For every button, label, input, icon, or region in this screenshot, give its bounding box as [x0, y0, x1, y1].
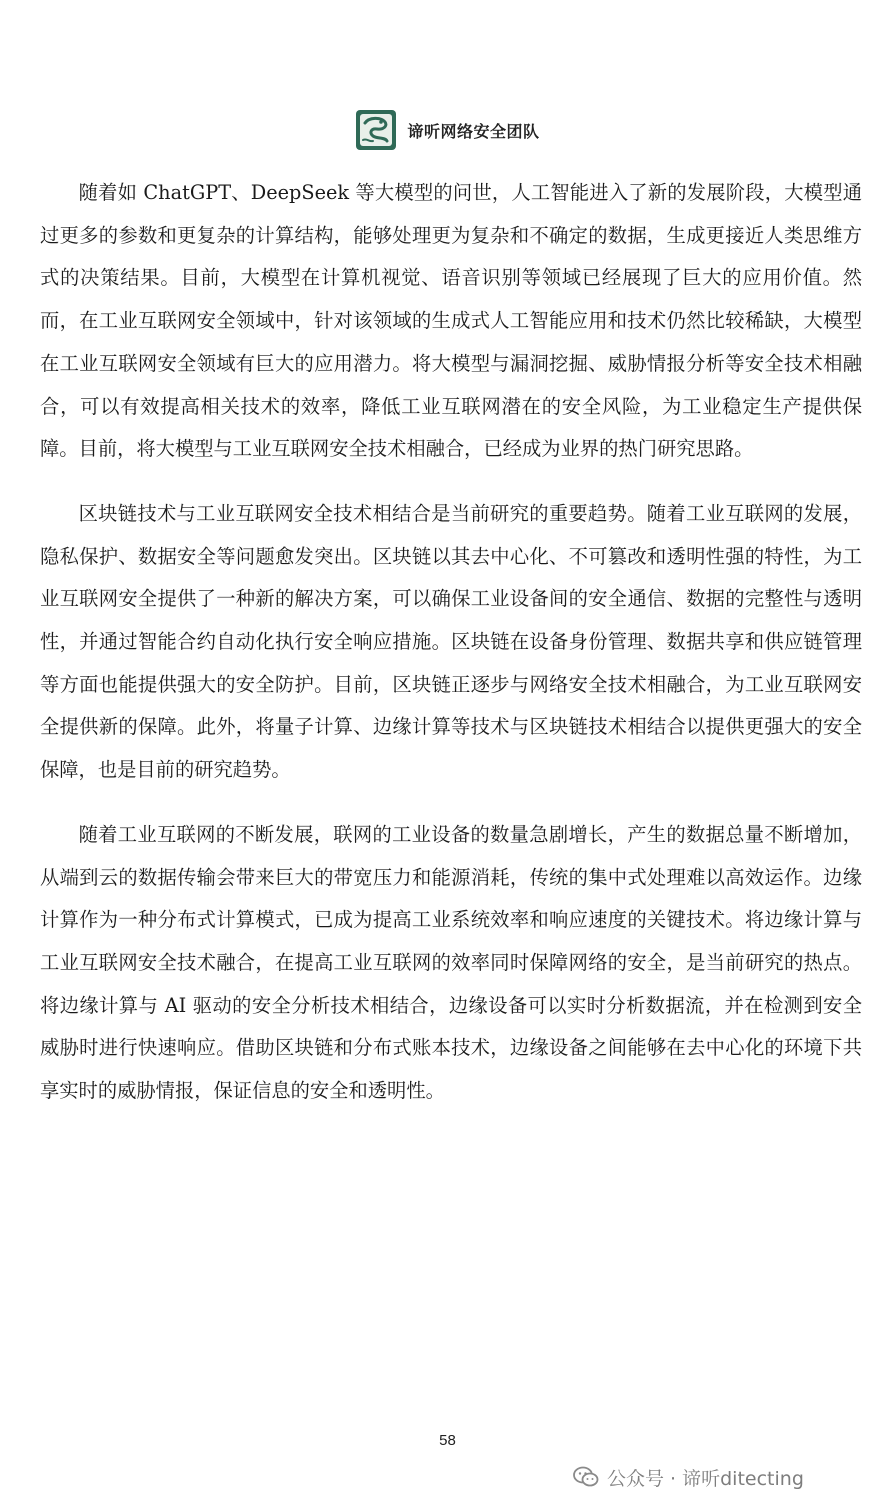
wechat-icon [573, 1466, 599, 1488]
paragraph-2: 区块链技术与工业互联网安全技术相结合是当前研究的重要趋势。随着工业互联网的发展，隐私保护、数据安全等问题愈发突出。区块链以其去中心化、不可篡改和透明性强的特性，为工业互联网安全提供了一种新的解决方案，可以确保工业设备间的安全通信、数据的完整性与透明性，并通过智能合约自动化执行安全响应措施。区块链在设备身份管理、数据共享和供应链管理等方面也能提供强大的安全防护。目前，区块链正逐步与网络安全技术相融合，为工业互联网安全提供新的保障。此外，将量子计算、边缘计算等技术与区块链技术相结合以提供更强大的安全保障，也是目前的研究趋势。 [40, 501, 862, 782]
paragraph-1: 随着如 ChatGPT、DeepSeek 等大模型的问世，人工智能进入了新的发展阶段，大模型通过更多的参数和更复杂的计算结构，能够处理更为复杂和不确定的数据，生成更接近人类思维方式的决策结果。目前，大模型在计算机视觉、语音识别等领域已经展现了巨大的应用价值。然而，在工业互联网安全领域中，针对该领域的生成式人工智能应用和技术仍然比较稀缺，大模型在工业互联网安全领域有巨大的应用潜力。将大模型与漏洞挖掘、威胁情报分析等安全技术相融合，可以有效提高相关技术的效率，降低工业互联网潜在的安全风险，为工业稳定生产提供保障。目前，将大模型与工业互联网安全技术相融合，已经成为业界的热门研究思路。 [40, 181, 862, 461]
paragraph-3: 随着工业互联网的不断发展，联网的工业设备的数量急剧增长，产生的数据总量不断增加，从端到云的数据传输会带来巨大的带宽压力和能源消耗，传统的集中式处理难以高效运作。边缘计算作为一种分布式计算模式，已成为提高工业系统效率和响应速度的关键技术。将边缘计算与工业互联网安全技术融合，在提高工业互联网的效率同时保障网络的安全，是当前研究的热点。将边缘计算与 AI 驱动的安全分析技术相结合，边缘设备可以实时分析数据流，并在检测到安全威胁时进行快速响应。借助区块链和分布式账本技术，边缘设备之间能够在去中心化的环境下共享实时的威胁情报，保证信息的安全和透明性。 [40, 822, 862, 1103]
header-title: 谛听网络安全团队 [407, 121, 540, 141]
watermark [573, 1462, 804, 1492]
document-body [40, 172, 862, 1135]
page-header [0, 108, 895, 152]
page-number: 58 [439, 1432, 456, 1449]
watermark-text: 公众号 · 谛听ditecting [607, 1467, 804, 1490]
dragon-seal-logo [355, 109, 397, 151]
